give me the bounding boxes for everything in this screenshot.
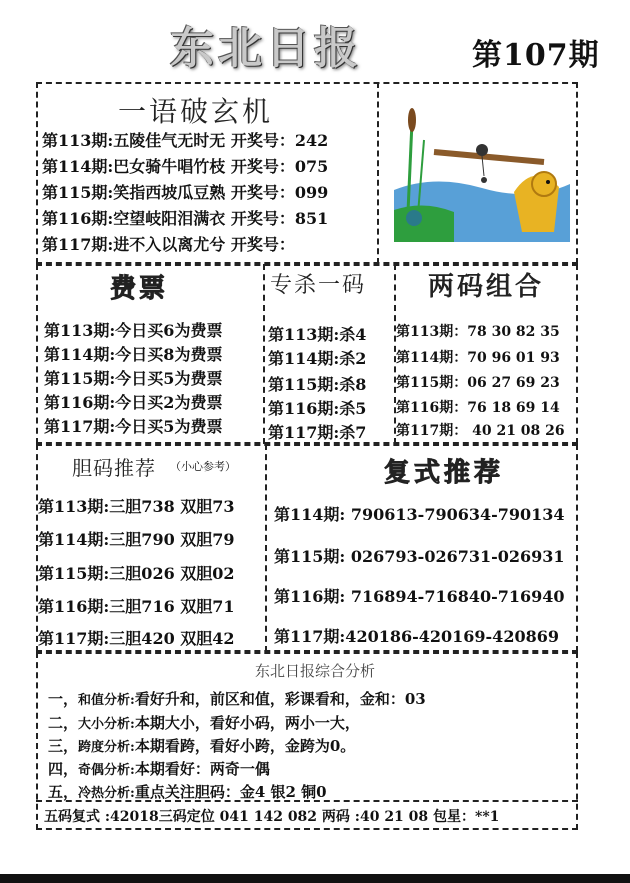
riddle-row: 第115期:笑指西坡瓜豆熟 开奖号：099	[42, 183, 329, 202]
analysis-row-key: 奇偶分析:	[78, 763, 135, 778]
kill-row: 第117期:杀7	[268, 423, 367, 442]
analysis-row-text: 本期看跨，看好小跨，金跨为0。	[134, 737, 356, 755]
riddle-row: 第113期:五陵佳气无时无 开奖号：242	[42, 131, 329, 150]
fei-row: 第114期:今日买8为费票	[44, 345, 223, 364]
pair-row: 第117期： 40 21 08 26	[396, 423, 565, 439]
dan-title: 胆码推荐	[72, 456, 156, 480]
cartoon-scene-image	[394, 92, 570, 242]
fushi-row: 第116期: 716894-716840-716940	[274, 587, 565, 606]
dan-row: 第115期:三胆026 双胆02	[38, 564, 235, 583]
analysis-row-num: 二，	[48, 714, 79, 732]
pair-title: 两码组合	[428, 272, 545, 302]
analysis-row-num: 一，	[48, 690, 79, 708]
analysis-row-text: 看好升和，前区和值，彩课看和，金和：03	[134, 690, 426, 708]
analysis-footer: 五码复式 :42018三码定位 041 142 082 两码 :40 21 08 包星：**1	[44, 809, 500, 825]
fei-row: 第115期:今日买5为费票	[44, 369, 223, 388]
fushi-row: 第115期: 026793-026731-026931	[274, 547, 565, 566]
analysis-row	[48, 758, 270, 779]
fei-row: 第113期:今日买6为费票	[44, 321, 223, 340]
analysis-row-text: 重点关注胆码：金4 银2 铜0	[134, 783, 327, 801]
analysis-row-text: 本期大小，看好小码，两小一大，	[134, 714, 360, 732]
kill-row: 第115期:杀8	[268, 375, 367, 394]
fushi-row: 第114期: 790613-790634-790134	[274, 505, 565, 524]
pair-row: 第115期：06 27 69 23	[396, 375, 560, 391]
dan-row: 第116期:三胆716 双胆71	[38, 597, 235, 616]
analysis-row-text: 本期看好：两奇一偶	[134, 760, 270, 778]
analysis-row-key: 大小分析:	[78, 717, 135, 732]
issue-number: 第107期	[472, 38, 600, 73]
analysis-row-num: 五，	[48, 783, 79, 801]
analysis-row-key: 冷热分析:	[78, 786, 135, 801]
fei-row: 第116期:今日买2为费票	[44, 393, 223, 412]
dan-note: （小心参考）	[170, 460, 236, 473]
riddle-row: 第114期:巴女骑牛唱竹枝 开奖号：075	[42, 157, 329, 176]
riddle-row: 第117期:进不入以离尤兮 开奖号：	[42, 235, 295, 254]
masthead-title: 东北日报	[170, 23, 362, 74]
recommend-divider	[265, 444, 267, 652]
analysis-row-num: 三，	[48, 737, 79, 755]
kill-row: 第114期:杀2	[268, 349, 367, 368]
middle-divider-1	[263, 264, 265, 444]
kill-title: 专杀一码	[270, 273, 367, 298]
analysis-row-key: 和值分析:	[78, 693, 135, 708]
analysis-row	[48, 781, 327, 802]
riddle-divider	[377, 82, 379, 264]
analysis-row	[48, 688, 426, 709]
dan-row: 第114期:三胆790 双胆79	[38, 530, 235, 549]
analysis-row-num: 四，	[48, 760, 79, 778]
fei-row: 第117期:今日买5为费票	[44, 417, 223, 436]
analysis-footer-divider	[36, 800, 578, 802]
fushi-row: 第117期:420186-420169-420869	[274, 627, 559, 646]
bottom-bar	[0, 874, 630, 883]
riddle-row: 第116期:空望岐阳泪满衣 开奖号：851	[42, 209, 329, 228]
fushi-title: 复式推荐	[384, 458, 505, 488]
analysis-row	[48, 712, 360, 733]
dan-row: 第113期:三胆738 双胆73	[38, 497, 235, 516]
kill-row: 第113期:杀4	[268, 325, 367, 344]
riddle-title: 一语破玄机	[118, 95, 274, 128]
analysis-row-key: 跨度分析:	[78, 740, 135, 755]
pair-row: 第114期：70 96 01 93	[396, 350, 560, 366]
kill-row: 第116期:杀5	[268, 399, 367, 418]
analysis-title: 东北日报综合分析	[254, 662, 375, 680]
analysis-row	[48, 735, 355, 756]
pair-row: 第116期：76 18 69 14	[396, 400, 560, 416]
dan-row: 第117期:三胆420 双胆42	[38, 629, 235, 648]
fei-title: 费票	[110, 274, 169, 304]
pair-row: 第113期：78 30 82 35	[396, 324, 560, 340]
